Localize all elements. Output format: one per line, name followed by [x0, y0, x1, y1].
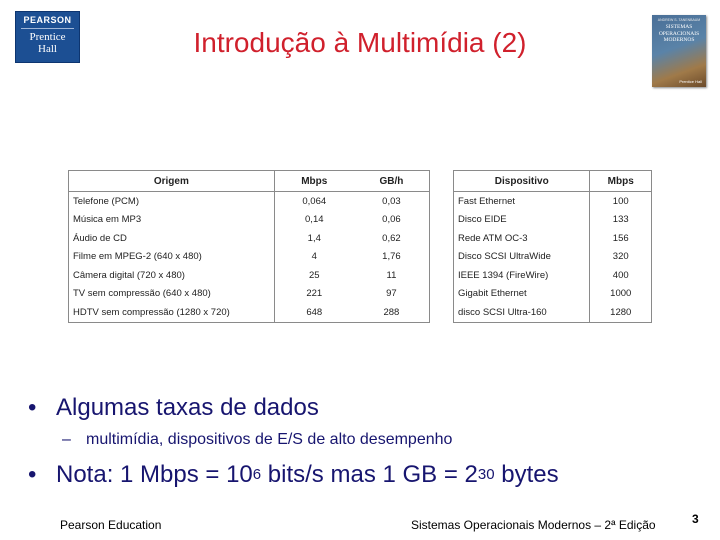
table-row — [69, 229, 430, 248]
cell-device: IEEE 1394 (FireWire) — [458, 269, 549, 281]
note-exponent-1: 6 — [252, 466, 262, 483]
cell-gbh: 0,06 — [382, 214, 401, 226]
cell-origin: HDTV sem compressão (1280 x 720) — [73, 306, 230, 318]
note-text-1: Nota: 1 Mbps = 10 — [56, 461, 253, 488]
cell-mbps: 1000 — [590, 285, 652, 304]
page-number: 3 — [692, 512, 699, 526]
col-header-gbh: GB/h — [354, 171, 430, 192]
cell-origin: Música em MP3 — [73, 214, 142, 226]
table-header-row — [69, 171, 430, 192]
logo-name-line1: Prentice — [29, 31, 66, 43]
table-row — [454, 285, 652, 304]
cell-gbh: 288 — [383, 306, 400, 318]
col-header-mbps: Mbps — [590, 171, 652, 192]
cell-gbh: 0,62 — [382, 232, 401, 244]
cell-gbh: 97 — [386, 288, 397, 300]
table-row — [454, 248, 652, 267]
table-row — [69, 211, 430, 230]
cell-device: Disco SCSI UltraWide — [458, 251, 551, 263]
book-author: ANDREW S. TANENBAUM — [657, 18, 701, 22]
bullet-dot-icon: • — [28, 461, 37, 488]
dash-icon: – — [62, 431, 71, 448]
cell-mbps: 0,14 — [274, 211, 354, 230]
cell-mbps: 400 — [590, 266, 652, 285]
device-rates-table — [453, 170, 652, 323]
cell-mbps: 100 — [590, 192, 652, 211]
table-row — [69, 303, 430, 322]
cell-mbps: 1280 — [590, 303, 652, 322]
col-header-device: Dispositivo — [454, 171, 590, 192]
cell-mbps: 1,4 — [274, 229, 354, 248]
cell-origin: Filme em MPEG-2 (640 x 480) — [73, 251, 202, 263]
col-header-origin: Origem — [69, 171, 275, 192]
table-row — [454, 211, 652, 230]
cell-gbh: 1,76 — [382, 251, 401, 263]
cell-mbps: 4 — [274, 248, 354, 267]
sub-bullet-multimedia — [62, 431, 452, 449]
logo-brand: PEARSON — [23, 15, 72, 25]
table-row — [69, 192, 430, 211]
cell-mbps: 133 — [590, 211, 652, 230]
cell-device: disco SCSI Ultra-160 — [458, 306, 547, 318]
footer-book-title: Sistemas Operacionais Modernos – 2ª Edição — [411, 518, 656, 532]
book-title: SISTEMAS OPERACIONAIS MODERNOS — [658, 24, 700, 43]
cell-device: Disco EIDE — [458, 214, 507, 226]
bullet-text: Algumas taxas de dados — [56, 394, 319, 421]
table-header-row — [454, 171, 652, 192]
slide-title: Introdução à Multimídia (2) — [193, 27, 527, 58]
bullet-dot-icon: • — [28, 394, 37, 421]
table-row — [454, 192, 652, 211]
cell-mbps: 320 — [590, 248, 652, 267]
bullet-note — [28, 461, 559, 489]
footer-publisher: Pearson Education — [60, 518, 162, 532]
cell-gbh: 11 — [386, 269, 397, 281]
cell-device: Fast Ethernet — [458, 195, 516, 207]
cell-origin: Telefone (PCM) — [73, 195, 139, 207]
table-row — [69, 248, 430, 267]
cell-gbh: 0,03 — [382, 195, 401, 207]
cell-mbps: 648 — [274, 303, 354, 322]
table-row — [69, 266, 430, 285]
table-row — [454, 303, 652, 322]
table-row — [69, 285, 430, 304]
origin-rates-table — [68, 170, 430, 323]
table-row — [454, 266, 652, 285]
table-row — [454, 229, 652, 248]
bullet-data-rates — [28, 394, 319, 422]
cell-origin: TV sem compressão (640 x 480) — [73, 288, 211, 300]
cell-origin: Áudio de CD — [73, 232, 127, 244]
logo-name-line2: Hall — [38, 43, 57, 55]
col-header-mbps: Mbps — [274, 171, 354, 192]
sub-bullet-text: multimídia, dispositivos de E/S de alto desempenho — [86, 431, 453, 448]
cell-device: Gigabit Ethernet — [458, 288, 527, 300]
cell-mbps: 25 — [274, 266, 354, 285]
cell-device: Rede ATM OC-3 — [458, 232, 528, 244]
book-publisher: Prentice Hall — [679, 79, 702, 84]
cell-mbps: 221 — [274, 285, 354, 304]
note-exponent-2: 30 — [477, 466, 495, 483]
cell-mbps: 156 — [590, 229, 652, 248]
book-cover-image — [652, 15, 706, 87]
cell-origin: Câmera digital (720 x 480) — [73, 269, 185, 281]
note-text-2: bits/s mas 1 GB = 2 — [261, 461, 478, 488]
note-text-3: bytes — [494, 461, 559, 488]
cell-mbps: 0,064 — [274, 192, 354, 211]
